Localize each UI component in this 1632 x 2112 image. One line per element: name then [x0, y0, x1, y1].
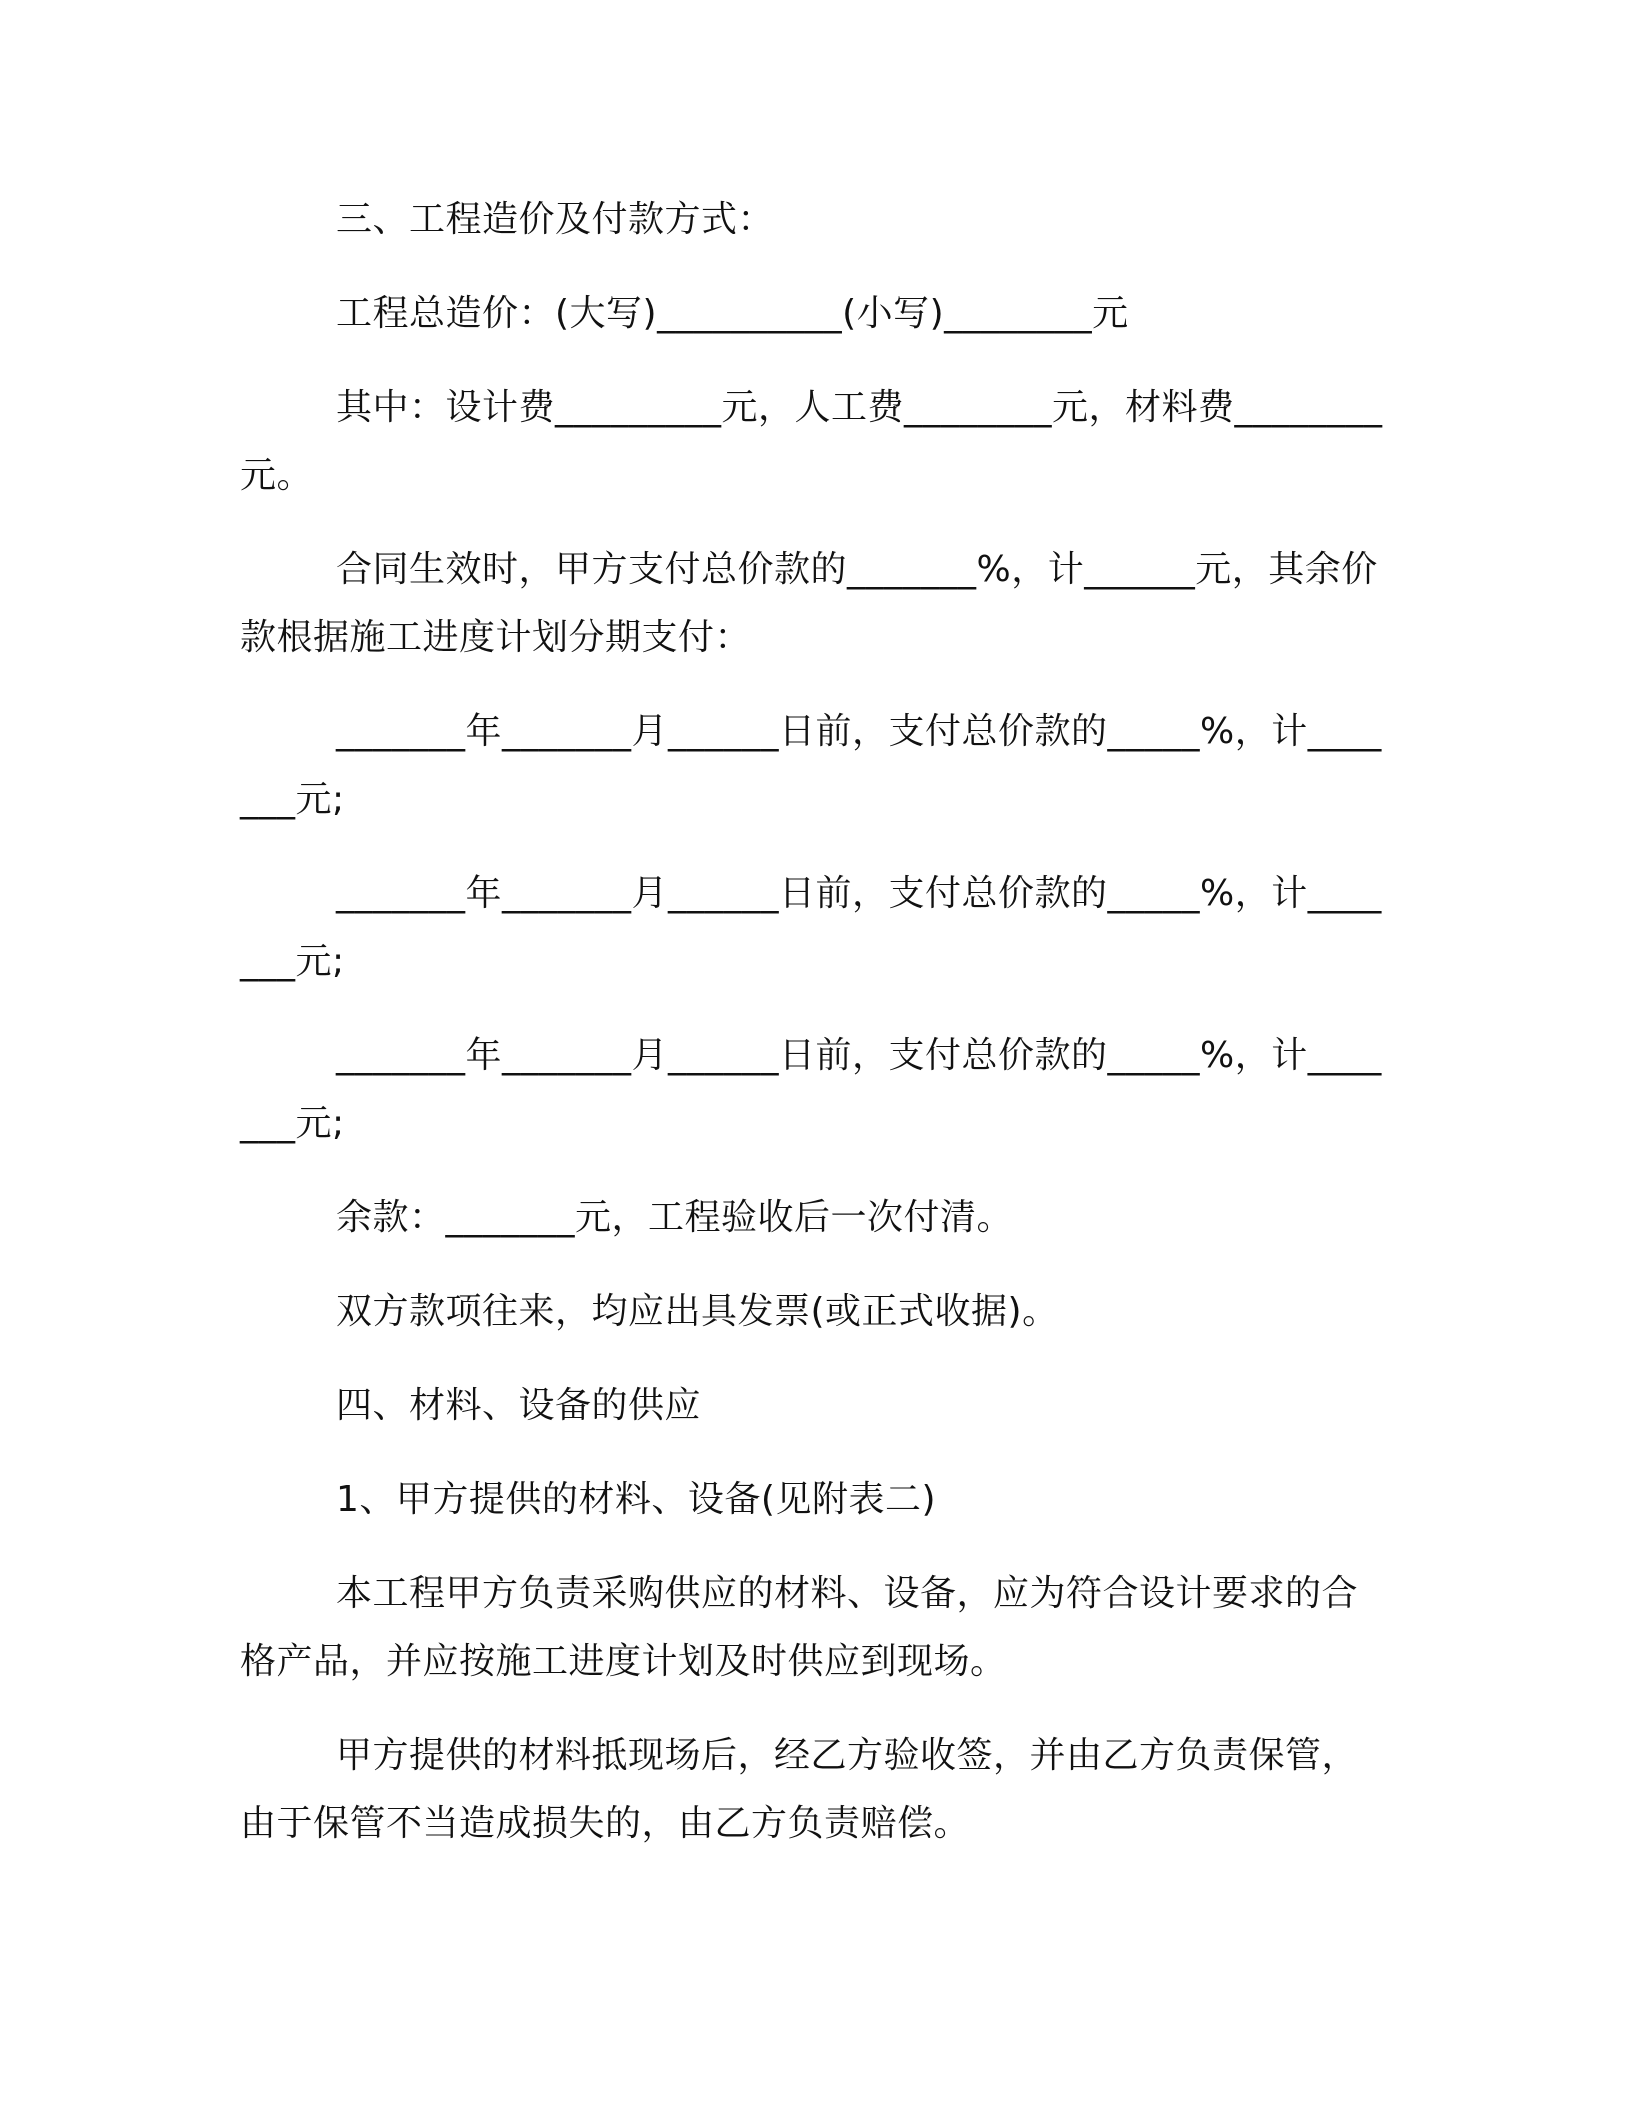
invoice-line: 双方款项往来，均应出具发票(或正式收据)。	[336, 1291, 1059, 1332]
installment-line: _______年_______月______日前，支付总价款的_____%，计_______元;	[240, 1035, 1382, 1144]
initial-payment-paragraph: 合同生效时，甲方支付总价款的_______%，计______元，其余价款根据施工进度计划分期支付：	[240, 549, 1378, 658]
subsection-heading-1: 1、甲方提供的材料、设备(见附表二)	[336, 1479, 936, 1520]
document-body	[240, 186, 1390, 1884]
materials-supply-paragraph: 本工程甲方负责采购供应的材料、设备，应为符合设计要求的合格产品，并应按施工进度计划及时供应到现场。	[240, 1573, 1359, 1682]
installment-line: _______年_______月______日前，支付总价款的_____%，计_______元;	[240, 873, 1382, 982]
cost-breakdown-line: 其中：设计费_________元，人工费________元，材料费________元。	[240, 387, 1383, 496]
total-cost-line: 工程总造价：(大写)__________(小写)________元	[336, 293, 1129, 334]
balance-line: 余款：_______元，工程验收后一次付清。	[336, 1197, 1014, 1238]
installment-line: _______年_______月______日前，支付总价款的_____%，计_______元;	[240, 711, 1382, 820]
section-heading-4: 四、材料、设备的供应	[336, 1385, 702, 1426]
materials-custody-paragraph: 甲方提供的材料抵现场后，经乙方验收签，并由乙方负责保管，由于保管不当造成损失的，由乙方负责赔偿。	[240, 1735, 1359, 1844]
section-heading-3: 三、工程造价及付款方式：	[336, 199, 775, 240]
